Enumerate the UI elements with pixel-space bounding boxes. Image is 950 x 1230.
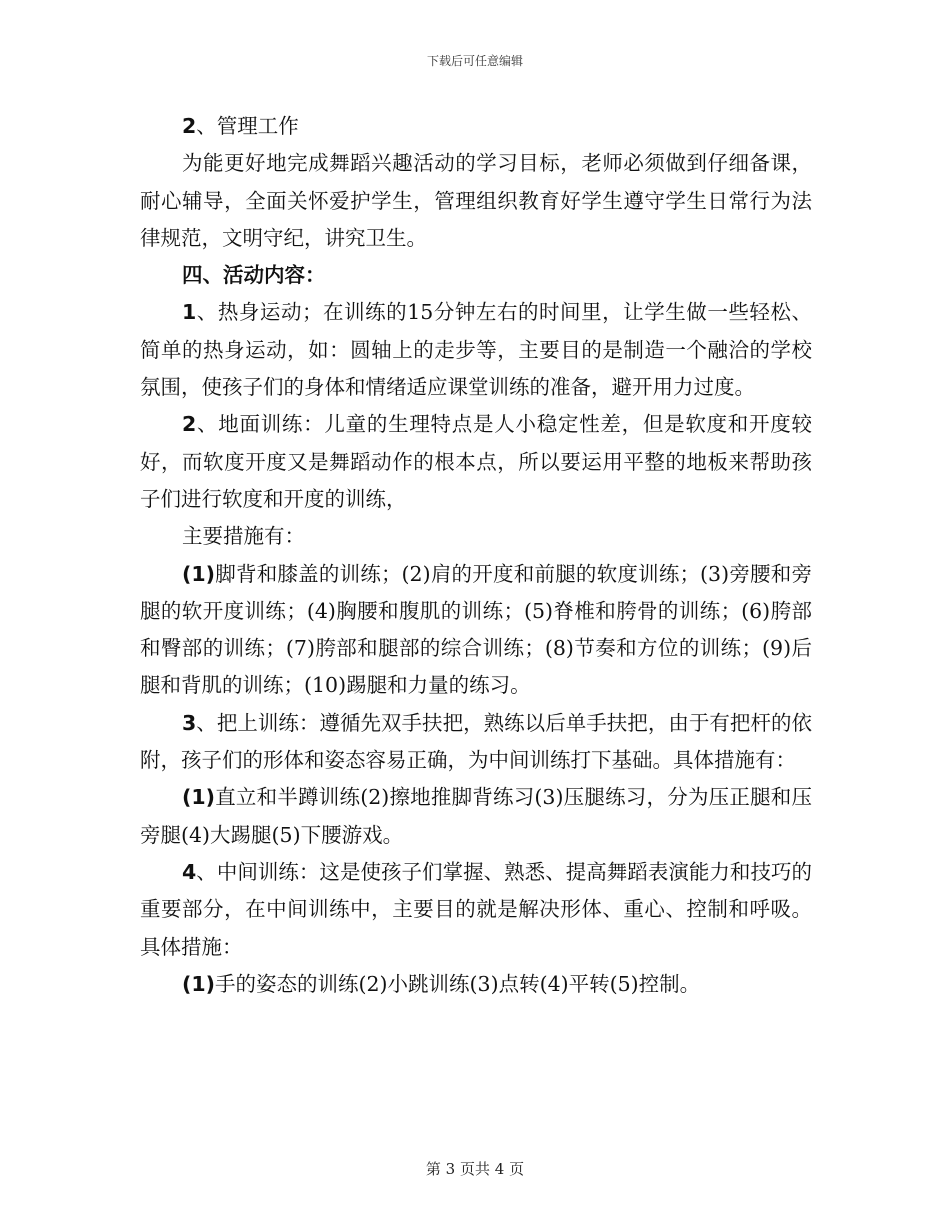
item-text: 、地面训练：儿童的生理特点是人小稳定性差，但是软度和开度较好，而软度开度又是舞蹈动作的根本点，所以要运用平整的地板来帮助孩子们进行软度和开度的训练， xyxy=(140,412,812,511)
item-text: 、中间训练：这是使孩子们掌握、熟悉、提高舞蹈表演能力和技巧的重要部分，在中间训练中，主要目的就是解决形体、重心、控制和呼吸。具体措施： xyxy=(140,859,812,959)
item-number: 1 xyxy=(182,300,197,325)
item-text: 手的姿态的训练(2)小跳训练(3)点转(4)平转(5)控制。 xyxy=(215,971,701,996)
warmup-paragraph xyxy=(140,294,812,406)
item-number: (1) xyxy=(182,785,216,810)
center-measures-list xyxy=(140,966,812,1003)
item-text: 、把上训练：遵循先双手扶把，熟练以后单手扶把，由于有把杆的依附，孩子们的形体和姿态容易正确，为中间训练打下基础。具体措施有： xyxy=(140,710,812,773)
center-paragraph xyxy=(140,854,812,966)
floor-measures-label: 主要措施有： xyxy=(182,524,305,549)
item-text: 、热身运动；在训练的15分钟左右的时间里，让学生做一些轻松、简单的热身运动，如：圆轴上的走步等，主要目的是制造一个融洽的学校氛围，使孩子们的身体和情绪适应课堂训练的准备，避开用力过度。 xyxy=(140,300,812,400)
management-paragraph: 为能更好地完成舞蹈兴趣活动的学习目标，老师必须做到仔细备课，耐心辅导，全面关怀爱护学生，管理组织教育好学生遵守学生日常行为法律规范，文明守纪，讲究卫生。 xyxy=(140,151,812,250)
item-text: 直立和半蹲训练(2)擦地推脚背练习(3)压腿练习，分为压正腿和压旁腿(4)大踢腿(5)下腰游戏。 xyxy=(140,785,812,847)
barre-paragraph xyxy=(140,705,812,780)
item-number: (1) xyxy=(182,561,216,586)
page-footer: 第 3 页共 4 页 xyxy=(425,1160,525,1178)
floor-measures-list xyxy=(140,556,812,705)
barre-measures-list xyxy=(140,779,812,854)
item-number: (1) xyxy=(182,971,216,996)
page-header: 下载后可任意编辑 xyxy=(426,54,523,68)
management-heading xyxy=(140,108,812,145)
item-number: 3 xyxy=(182,710,197,735)
floor-paragraph xyxy=(140,406,812,518)
item-text: 脚背和膝盖的训练；(2)肩的开度和前腿的软度训练；(3)旁腰和旁腿的软开度训练；(4)胸腰和腹肌的训练；(5)脊椎和胯骨的训练；(6)胯部和臀部的训练；(7)胯部和腿部的综合训练；(8)节奏和方位的训练；(9)后腿和背肌的训练；(10)踢腿和力量的练习。 xyxy=(140,561,812,698)
section-title: 、管理工作 xyxy=(196,114,299,138)
section-number: 2 xyxy=(182,114,197,138)
activity-heading: 四、活动内容： xyxy=(182,263,326,288)
item-number: 2 xyxy=(182,412,197,437)
document-body xyxy=(140,108,812,1003)
item-number: 4 xyxy=(182,859,197,884)
